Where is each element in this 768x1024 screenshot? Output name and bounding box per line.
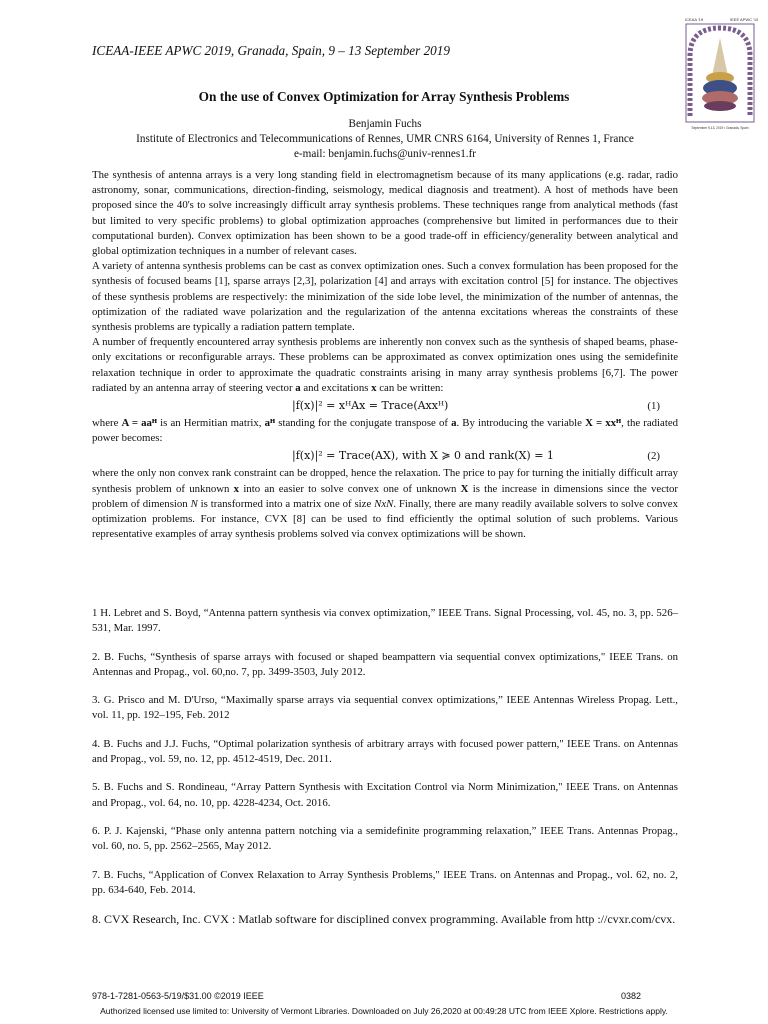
footer-license-notice: Authorized licensed use limited to: University of Vermont Libraries. Downloaded on July 26,2020 at 00:49:28 UTC from IEEE Xplore. Restrictions apply. <box>100 1006 668 1016</box>
author-email: e-mail: benjamin.fuchs@univ-rennes1.fr <box>293 148 477 160</box>
logo-text-bottom: September 9-13, 2019 • Granada, Spain <box>691 126 749 130</box>
paragraph-3: A number of frequently encountered array synthesis problems are inherently non convex such as the synthesis of shaped beams, phase-only excitations or reconfigurable arrays. These problems can be approximated as convex optimization ones using the semidefinite relaxation technique in order to approximate the quadratic constraints arising in many array synthesis problems [6,7]. The power radiated by an antenna array of steering vector a and excitations x can be written: <box>92 336 678 394</box>
reference-item: 7. B. Fuchs, “Application of Convex Relaxation to Array Synthesis Problems," IEEE Trans. on Antennas and Propag., vol. 62, no. 2, pp. 634-640, Feb. 2014. <box>92 868 678 896</box>
reference-item: 8. CVX Research, Inc. CVX : Matlab software for disciplined convex programming. Available from http ://cvxr.com/cvx. <box>92 912 676 927</box>
equation-1-number: (1) <box>647 400 660 413</box>
reference-item: 3. G. Prisco and M. D'Urso, “Maximally sparse arrays via sequential convex optimizations,” IEEE Antennas Wireless Propag. Lett., vol. 11, pp. 192–195, Feb. 2012 <box>92 694 678 722</box>
paragraph-4: where A = aaᴴ is an Hermitian matrix, aᴴ standing for the conjugate transpose of a. By introducing the variable X = xxᴴ, the radiated power becomes: <box>92 417 679 445</box>
conference-header: ICEAA-IEEE APWC 2019, Granada, Spain, 9 – 13 September 2019 <box>92 43 450 58</box>
paragraph-1: The synthesis of antenna arrays is a very long standing field in electromagnetism because of its many applications (e.g. radar, radio astronomy, sonar, communications, direction-finding, seismology, medical diagnosis and treatment). A host of methods have been proposed since the 40's to solve increasingly difficult array synthesis problems. These techniques range from analytical methods (fast but limited to very specific problems) to global optimization approaches (comprehensive but limited in performances due to their computational burden). Convex optimization has been shown to be a good trade-off in efficiency/generality between analytical and global optimization techniques in a number of relevant cases. <box>92 169 678 258</box>
equation-1-expression: |f(x)|² = xᴴAx = Trace(Axxᴴ) <box>292 399 449 413</box>
equation-2 <box>92 446 678 466</box>
conference-logo <box>682 16 758 134</box>
logo-text-left: ICEAA '19 <box>685 17 704 22</box>
logo-tower <box>712 38 728 76</box>
reference-item: 1 H. Lebret and S. Boyd, “Antenna pattern synthesis via convex optimization,” IEEE Trans. Signal Processing, vol. 45, no. 3, pp. 526–531, Mar. 1997. <box>92 607 678 635</box>
equation-1 <box>92 396 678 416</box>
author-name: Benjamin Fuchs <box>348 118 422 130</box>
equation-2-expression: |f(x)|² = Trace(AX), with X ≽ 0 and rank(X) = 1 <box>292 449 554 463</box>
author-block <box>92 117 678 162</box>
references <box>92 606 678 940</box>
equation-2-number: (2) <box>647 450 660 463</box>
reference-item: 6. P. J. Kajenski, “Phase only antenna pattern notching via a semidefinite programming relaxation,” IEEE Trans. Antennas Propag., vol. 60, no. 5, pp. 2562–2565, May 2012. <box>92 824 678 853</box>
footer-isbn: 978-1-7281-0563-5/19/$31.00 ©2019 IEEE <box>92 991 264 1001</box>
reference-item: 4. B. Fuchs and J.J. Fuchs, “Optimal polarization synthesis of arbitrary arrays with focused power pattern," IEEE Trans. on Antennas and Propag., vol. 59, no. 12, pp. 4512-4519, Dec. 2011. <box>92 737 678 765</box>
author-affiliation: Institute of Electronics and Telecommunications of Rennes, UMR CNRS 6164, University of Rennes 1, France <box>136 133 634 145</box>
paragraph-5: where the only non convex rank constraint can be dropped, hence the relaxation. The price to pay for turning the initially difficult array synthesis problem of unknown x into an easier to solve convex one of unknown X is the increase in dimensions since the vector problem of dimension N is transformed into a matrix one of size NxN. Finally, there are many readily available solvers to solve convex optimization problems. For instance, CVX [8] can be used to find efficiently the optimal solution of such problems. Various representative examples of array synthesis problems solved via convex optimizations will be shown. <box>92 467 678 541</box>
reference-item: 5. B. Fuchs and S. Rondineau, “Array Pattern Synthesis with Excitation Control via Norm Minimization," IEEE Trans. on Antennas and Propag., vol. 64, no. 10, pp. 4228-4234, Oct. 2016. <box>92 781 678 809</box>
paper-title: On the use of Convex Optimization for Array Synthesis Problems <box>198 89 570 104</box>
footer-page-number: 0382 <box>621 991 642 1001</box>
reference-item: 2. B. Fuchs, “Synthesis of sparse arrays with focused or shaped beampattern via sequential convex optimizations," IEEE Trans. on Antennas and Propag., vol. 60,no. 7, pp. 3499-3503, July 2012. <box>92 650 678 678</box>
logo-text-right: IEEE APWC '19 <box>730 17 758 22</box>
paragraph-2: A variety of antenna synthesis problems can be cast as convex optimization ones. Such a convex formulation has been proposed for the synthesis of focused beams [1], sparse arrays [2,3], polarization [4] and arrays with excitation control [5] for instance. The objectives of these synthesis problems are respectively: the minimization of the side lobe level, the minimization of the number of antennas, the optimization of the radiated wave polarization and the regularization of the antenna excitations whereas the constraints of these synthesis problems are typically a radiation pattern template. <box>92 260 678 334</box>
abstract-body <box>92 168 678 542</box>
